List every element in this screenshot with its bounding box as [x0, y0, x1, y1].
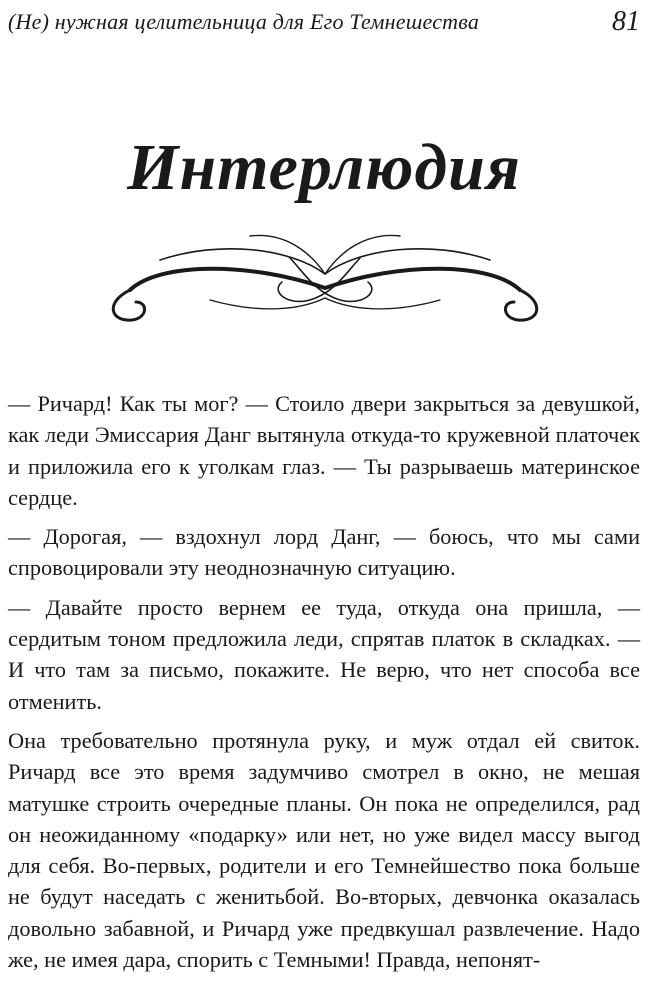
paragraph: — Дорогая, — вздохнул лорд Данг, — боюсь, что мы сами спровоцировали эту неоднозначную ситуацию.	[8, 524, 640, 581]
page-number: 81	[612, 6, 640, 37]
paragraph: — Ричард! Как ты мог? — Стоило двери закрыться за девушкой, как леди Эмиссария Данг вытянула откуда-то кружевной платочек и приложила его к уголкам глаз. — Ты разрываешь материнское сердце.	[8, 391, 640, 510]
running-head	[8, 2, 640, 42]
paragraph: — Давайте просто вернем ее туда, откуда она пришла, — сердитым тоном предложила леди, спрятав платок в складках. — И что там за письмо, покажите. Не верю, что нет способа все отменить.	[8, 594, 640, 714]
running-title: (Не) нужная целительница для Его Темнешества	[8, 9, 480, 34]
paragraph: Она требовательно протянула руку, и муж отдал ей свиток. Ричард все это время задумчиво смотрел в окно, не мешая матушке строить очередные планы. Он пока не определился, рад он неожиданному «подарку» или нет, но уже видел массу выгод для себя. Во-первых, родители и его Темнейшество пока больше не будут наседать с женитьбой. Во-вторых, девчонка оказалась довольно забавной, и Ричард уже предвкушал развлечение. Надо же, не имея дара, спорить с Темными! Правда, непонят-	[8, 727, 640, 973]
body-text	[8, 388, 640, 983]
flourish-ornament-icon	[100, 222, 550, 327]
chapter-title: Интерлюдия	[127, 131, 521, 204]
